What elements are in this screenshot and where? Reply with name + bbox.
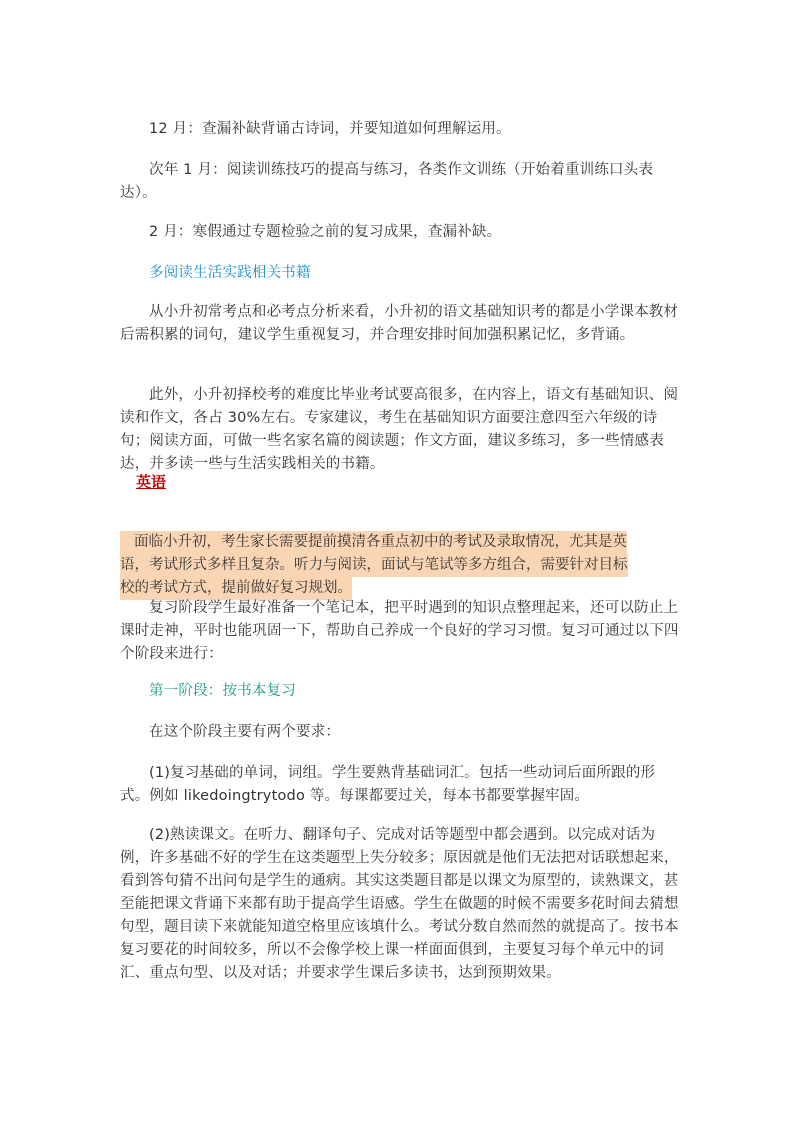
stage1-heading: 第一阶段：按书本复习: [149, 683, 296, 699]
highlight-line: 校的考试方式，提前做好复习规划。: [120, 577, 352, 600]
paragraph-december: 12 月：查漏补缺背诵古诗词，并要知道如何理解运用。: [149, 121, 511, 137]
paragraph-february: 2 月：寒假通过专题检验之前的复习成果，查漏补缺。: [149, 224, 502, 240]
paragraph-basics: 从小升初常考点和必考点分析来看，小升初的语文基础知识考的都是小学课本教材后需积累的词句，建议学生重视复习，并合理安排时间加强积累记忆，多背诵。: [120, 304, 679, 343]
paragraph-notebook: 复习阶段学生最好准备一个笔记本，把平时遇到的知识点整理起来，还可以防止上课时走神，平时也能巩固一下，帮助自己养成一个良好的学习习惯。复习可通过以下四个阶段来进行：: [120, 600, 679, 662]
reading-heading: 多阅读生活实践相关书籍: [149, 265, 311, 281]
paragraph-difficulty: 此外，小升初择校考的难度比毕业考试要高很多，在内容上，语文有基础知识、阅读和作文，各占 30%左右。专家建议，考生在基础知识方面要注意四至六年级的诗句；阅读方面，可做一些名家名篇的阅读题；作文方面，建议多练习，多一些情感表达，并多读一些与生活实践相关的书籍。: [120, 387, 679, 472]
highlight-line: 面临小升初，考生家长需要提前摸清各重点初中的考试及录取情况，尤其是英: [120, 531, 627, 554]
requirement-2: (2)熟读课文。在听力、翻译句子、完成对话等题型中都会遇到。以完成对话为例，许多基础不好的学生在这类题型上失分较多；原因就是他们无法把对话联想起来，看到答句猜不出问句是学生的通病。其实这类题目都是以课文为原型的，读熟课文，甚至能把课文背诵下来都有助于提高学生语感。学生在做题的时候不需要多花时间去猜想句型，题目读下来就能知道空格里应该填什么。考试分数自然而然的就提高了。按书本复习要花的时间较多，所以不会像学校上课一样面面俱到，主要复习每个单元中的词汇、重点句型、以及对话；并要求学生课后多读书，达到预期效果。: [120, 827, 679, 981]
requirement-1: (1)复习基础的单词，词组。学生要熟背基础词汇。包括一些动词后面所跟的形式。例如 likedoingtrytodo 等。每课都要过关，每本书都要掌握牢固。: [120, 765, 656, 804]
english-heading: 英语: [136, 473, 167, 491]
highlighted-notice: [120, 531, 685, 600]
stage1-intro: 在这个阶段主要有两个要求：: [149, 724, 341, 740]
paragraph-january: 次年 1 月：阅读训练技巧的提高与练习，各类作文训练（开始着重训练口头表达）。: [120, 162, 654, 201]
highlight-line: 语，考试形式多样且复杂。听力与阅读，面试与笔试等多方组合，需要针对目标: [120, 554, 628, 577]
